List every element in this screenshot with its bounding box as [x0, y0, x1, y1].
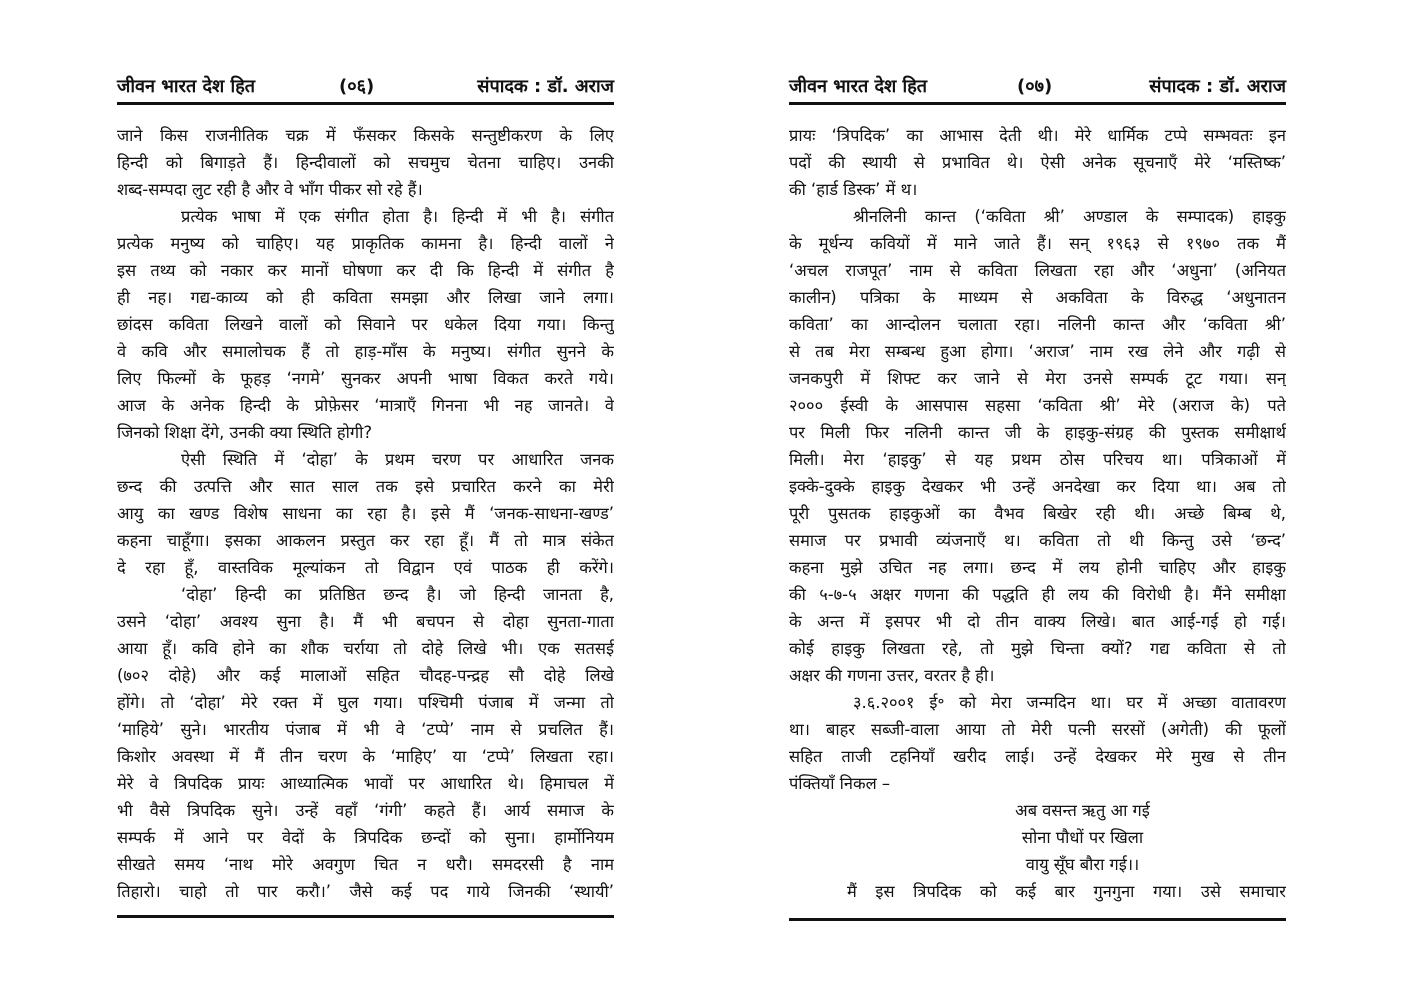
- text-line: दे रहा हूँ, वास्तविक मूल्यांकन तो विद्वान एवं पाठक ही करेंगे।: [117, 558, 614, 577]
- text-line: सम्पर्क में आने पर वेदों के त्रिपदिक छन्दों को सुना। हार्मोनियम: [117, 828, 614, 847]
- text-line: जनकपुरी में शिफ्ट कर जाने से मेरा उनसे सम्पर्क टूट गया। सन्: [789, 369, 1286, 388]
- page-header: [117, 74, 614, 100]
- text-line: ‘माहिये’ सुने। भारतीय पंजाब में भी वे ‘टप्पे’ नाम से प्रचलित हैं।: [117, 720, 614, 739]
- text-line: पूरी पुसतक हाइकुओं का वैभव बिखेर रही थी। अच्छे बिम्ब थे,: [789, 504, 1286, 523]
- text-line: कहना मुझे उचित नह लगा। छन्द में लय होनी चाहिए और हाइकु: [789, 558, 1286, 577]
- text-line: होंगे। तो ‘दोहा’ मेरे रक्त में घुल गया। पश्चिमी पंजाब में जन्मा तो: [117, 693, 614, 712]
- text-line: इक्के-दुक्के हाइकु देखकर भी उन्हें अनदेखा कर दिया था। अब तो: [789, 477, 1286, 496]
- text-line: वे कवि और समालोचक हैं तो हाड़-माँस के मनुष्य। संगीत सुनने के: [117, 342, 614, 361]
- verse-line: अब वसन्त ऋतु आ गई: [1015, 801, 1150, 820]
- left-page: [117, 0, 614, 992]
- text-line: छन्द की उत्पत्ति और सात साल तक इसे प्रचारित करने का मेरी: [117, 477, 614, 496]
- text-line: उसने ‘दोहा’ अवश्य सुना है। मैं भी बचपन से दोहा सुनता-गाता: [117, 612, 614, 631]
- text-line: (७०२ दोहे) और कई मालाओं सहित चौदह-पन्द्रह सौ दोहे लिखे: [117, 666, 614, 685]
- text-line: आयु का खण्ड विशेष साधना का रहा है। इसे मैं ‘जनक-साधना-खण्ड’: [117, 504, 614, 523]
- text-line: आज के अनेक हिन्दी के प्रोफ़ेसर ‘मात्राएँ गिनना भी नह जानते। वे: [117, 396, 614, 415]
- text-line: सीखते समय ‘नाथ मोरे अवगुण चित न धरौ। समदरसी है नाम: [117, 855, 614, 874]
- text-line: ही नह। गद्य-काव्य को ही कविता समझा और लिखा जाने लगा।: [117, 288, 614, 307]
- text-line: आया हूँ। कवि होने का शौक चर्राया तो दोहे लिखे भी। एक सतसई: [117, 639, 614, 658]
- text-line: सहित ताजी टहनियाँ खरीद लाई। उन्हें देखकर मेरे मुख से तीन: [789, 747, 1286, 766]
- text-line: प्रायः ‘त्रिपदिक’ का आभास देती थी। मेरे धार्मिक टप्पे सम्भवतः इन: [789, 126, 1286, 145]
- page-header: [789, 74, 1286, 100]
- text-line: मिली। मेरा ‘हाइकु’ से यह प्रथम ठोस परिचय था। पत्रिकाओं में: [789, 450, 1286, 469]
- text-line: कविता’ का आन्दोलन चलाता रहा। नलिनी कान्त और ‘कविता श्री’: [789, 315, 1286, 334]
- header-rule: [117, 102, 614, 105]
- page-body: [117, 122, 614, 905]
- text-line: ‘अचल राजपूत’ नाम से कविता लिखता रहा और ‘अधुना’ (अनियत: [789, 261, 1286, 280]
- text-line: अक्षर की गणना उत्तर, वरतर है ही।: [789, 666, 995, 685]
- text-line: लिए फिल्मों के फूहड़ ‘नगमे’ सुनकर अपनी भाषा विकत करते गये।: [117, 369, 614, 388]
- text-line: छांदस कविता लिखने वालों को सिवाने पर धकेल दिया गया। किन्तु: [117, 315, 614, 334]
- text-line: मेरे वे त्रिपदिक प्रायः आध्यात्मिक भावों पर आधारित थे। हिमाचल में: [117, 774, 614, 793]
- editor-credit: संपादक : डॉ. अराज: [477, 76, 614, 97]
- text-line: मैं इस त्रिपदिक को कई बार गुनगुना गया। उसे समाचार: [847, 882, 1286, 901]
- text-line: २००० ईस्वी के आसपास सहसा ‘कविता श्री’ मेरे (अराज के) पते: [789, 396, 1286, 415]
- footer-rule: [789, 918, 1286, 921]
- header-rule: [789, 102, 1286, 105]
- text-line: ‘दोहा’ हिन्दी का प्रतिष्ठित छन्द है। जो हिन्दी जानता है,: [181, 585, 614, 604]
- text-line: कोई हाइकु लिखता रहे, तो मुझे चिन्ता क्यों? गद्य कविता से तो: [789, 639, 1286, 658]
- page-number: (०७): [1017, 76, 1053, 97]
- text-line: शब्द-सम्पदा लुट रही है और वे भाँग पीकर सो रहे हैं।: [117, 180, 423, 199]
- text-line: तिहारो। चाहो तो पार करौ।’ जैसे कई पद गाये जिनकी ‘स्थायी’: [117, 882, 614, 901]
- page-body: [789, 122, 1286, 905]
- text-line: जिनको शिक्षा देंगे, उनकी क्या स्थिति होगी?: [117, 423, 373, 442]
- text-line: था। बाहर सब्जी-वाला आया तो मेरी पत्नी सरसों (अगेती) की फूलों: [789, 720, 1286, 739]
- text-line: कालीन) पत्रिका के माध्यम से अकविता के विरुद्ध ‘अधुनातन: [789, 288, 1286, 307]
- text-line: इस तथ्य को नकार कर मानों घोषणा कर दी कि हिन्दी में संगीत है: [117, 261, 614, 280]
- text-line: हिन्दी को बिगाड़ते हैं। हिन्दीवालों को सचमुच चेतना चाहिए। उनकी: [117, 153, 614, 172]
- text-line: समाज पर प्रभावी व्यंजनाएँ थ। कविता तो थी किन्तु उसे ‘छन्द’: [789, 531, 1286, 550]
- text-line: ऐसी स्थिति में ‘दोहा’ के प्रथम चरण पर आधारित जनक: [181, 450, 614, 469]
- text-line: ३.६.२००१ ई॰ को मेरा जन्मदिन था। घर में अच्छा वातावरण: [853, 693, 1286, 712]
- page-number: (०६): [339, 76, 375, 97]
- text-line: की ‘हार्ड डिस्क’ में थ।: [789, 180, 918, 199]
- text-line: के मूर्धन्य कवियों में माने जाते हैं। सन् १९६३ से १९७० तक मैं: [789, 234, 1286, 253]
- text-line: जाने किस राजनीतिक चक्र में फँसकर किसके सन्तुष्टीकरण के लिए: [117, 126, 614, 145]
- text-line: की ५-७-५ अक्षर गणना की पद्धति ही लय की विरोधी है। मैंने समीक्षा: [789, 585, 1286, 604]
- text-line: कहना चाहूँगा। इसका आकलन प्रस्तुत कर रहा हूँ। मैं तो मात्र संकेत: [117, 531, 614, 550]
- text-line: भी वैसे त्रिपदिक सुने। उन्हें वहाँ ‘गंगी’ कहते हैं। आर्य समाज के: [117, 801, 614, 820]
- magazine-title: जीवन भारत देश हित: [117, 76, 256, 97]
- footer-rule: [117, 915, 614, 918]
- text-line: किशोर अवस्था में मैं तीन चरण के ‘माहिए’ या ‘टप्पे’ लिखता रहा।: [117, 747, 614, 766]
- verse-line: वायु सूँघ बौरा गई।।: [1025, 855, 1140, 874]
- text-line: श्रीनलिनी कान्त (‘कविता श्री’ अण्डाल के सम्पादक) हाइकु: [853, 207, 1286, 226]
- editor-credit: संपादक : डॉ. अराज: [1149, 76, 1286, 97]
- right-page: [789, 0, 1286, 992]
- text-line: पदों की स्थायी से प्रभावित थे। ऐसी अनेक सूचनाएँ मेरे ‘मस्तिष्क’: [789, 153, 1286, 172]
- text-line: प्रत्येक भाषा में एक संगीत होता है। हिन्दी में भी है। संगीत: [181, 207, 614, 226]
- text-line: पर मिली फिर नलिनी कान्त जी के हाइकु-संग्रह की पुस्तक समीक्षार्थ: [789, 423, 1286, 442]
- text-line: प्रत्येक मनुष्य को चाहिए। यह प्राकृतिक कामना है। हिन्दी वालों ने: [117, 234, 614, 253]
- verse-line: सोना पौधों पर खिला: [1021, 828, 1144, 847]
- magazine-title: जीवन भारत देश हित: [789, 76, 928, 97]
- text-line: के अन्त में इसपर भी दो तीन वाक्य लिखे। बात आई-गई हो गई।: [789, 612, 1286, 631]
- text-line: पंक्तियाँ निकल –: [789, 774, 891, 793]
- text-line: से तब मेरा सम्बन्ध हुआ होगा। ‘अराज’ नाम रख लेने और गढ़ी से: [789, 342, 1286, 361]
